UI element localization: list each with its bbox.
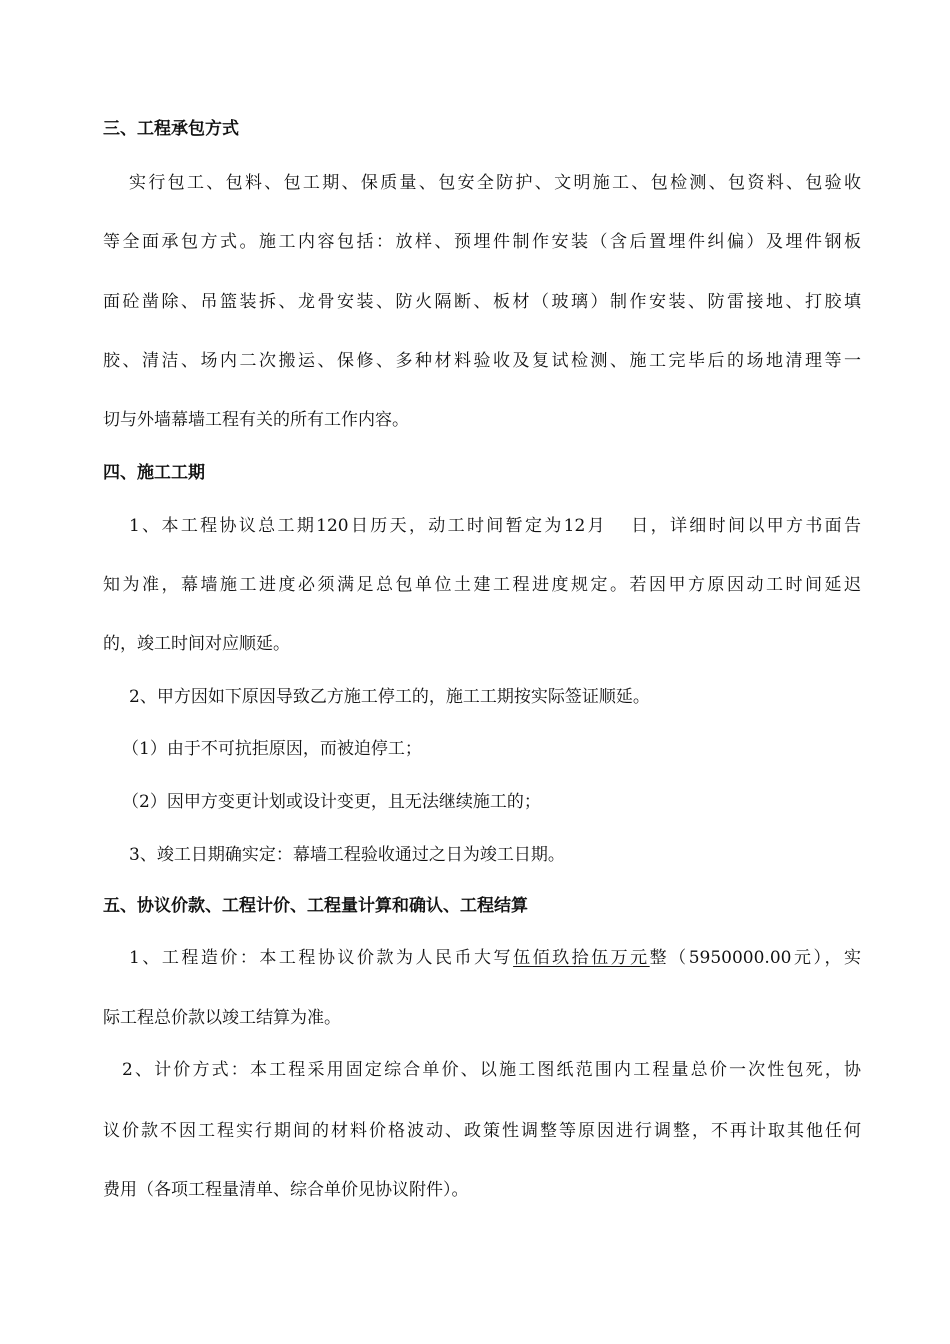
section-4-item-2: 2、甲方因如下原因导致乙方施工停工的，施工工期按实际签证顺延。: [129, 687, 650, 707]
item-1-text-after-gap: 日，详细时间以甲方书面告: [628, 516, 861, 536]
section-4-item-1-line: 的，竣工时间对应顺延。: [103, 634, 290, 654]
section-5-heading: 五、协议价款、工程计价、工程量计算和确认、工程结算: [103, 896, 528, 916]
section-5-item-1-line: 际工程总价款以竣工结算为准。: [103, 1008, 341, 1028]
section-4-item-3: 3、竣工日期确实定：幕墙工程验收通过之日为竣工日期。: [129, 845, 565, 865]
price-text-before: 1、工程造价：本工程协议价款为人民币大写: [129, 948, 514, 968]
section-3-paragraph-line: 切与外墙幕墙工程有关的所有工作内容。: [103, 410, 409, 430]
section-4-heading: 四、施工工期: [103, 463, 205, 483]
section-4-sub-item-1: （1）由于不可抗拒原因，而被迫停工；: [122, 739, 422, 759]
item-1-text-before-gap: 1、本工程协议总工期120日历天，动工时间暂定为12月: [129, 516, 607, 536]
section-4-item-1-line: [129, 516, 861, 536]
section-3-heading: 三、工程承包方式: [103, 119, 239, 139]
section-4-sub-item-2: （2）因甲方变更计划或设计变更，且无法继续施工的；: [122, 792, 541, 812]
section-4-item-1-line: 知为准，幕墙施工进度必须满足总包单位土建工程进度规定。若因甲方原因动工时间延迟: [103, 575, 861, 595]
section-3-paragraph-line: 实行包工、包料、包工期、保质量、包安全防护、文明施工、包检测、包资料、包验收: [129, 173, 861, 193]
section-3-paragraph-line: 等全面承包方式。施工内容包括：放样、预埋件制作安装（含后置埋件纠偏）及埋件钢板: [103, 232, 861, 252]
price-text-after: 整（5950000.00元），实: [649, 948, 861, 968]
section-5-item-1-line: [129, 948, 861, 968]
section-5-item-2-line: 2、计价方式：本工程采用固定综合单价、以施工图纸范围内工程量总价一次性包死，协: [122, 1060, 861, 1080]
section-5-item-2-line: 议价款不因工程实行期间的材料价格波动、政策性调整等原因进行调整，不再计取其他任何: [103, 1121, 861, 1141]
section-3-paragraph-line: 胶、清洁、场内二次搬运、保修、多种材料验收及复试检测、施工完毕后的场地清理等一: [103, 351, 861, 371]
section-3-paragraph-line: 面砼凿除、吊篮装拆、龙骨安装、防火隔断、板材（玻璃）制作安装、防雷接地、打胶填: [103, 292, 861, 312]
price-amount-in-words: 伍佰玖拾伍万元: [513, 948, 650, 968]
section-5-item-2-line: 费用（各项工程量清单、综合单价见协议附件）。: [103, 1180, 469, 1200]
